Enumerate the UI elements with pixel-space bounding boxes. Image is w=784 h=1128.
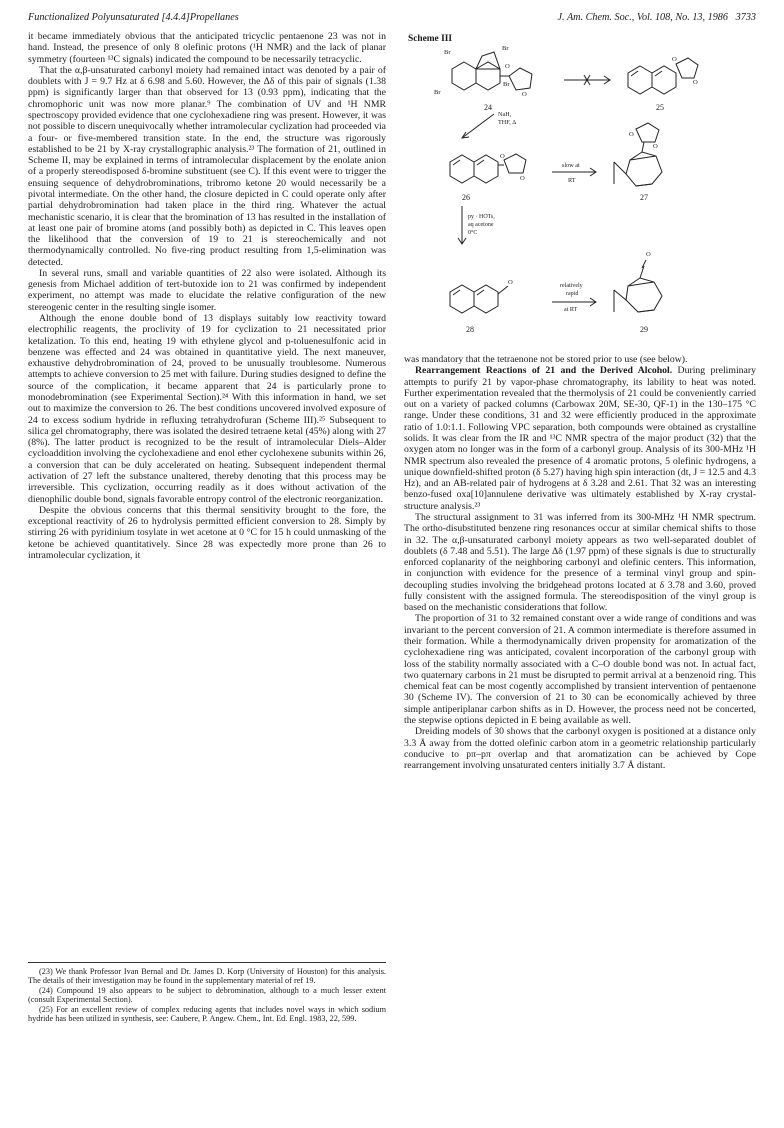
compound-number: 25	[656, 103, 664, 112]
compound-28-structure	[450, 285, 508, 313]
compound-number: 27	[640, 193, 648, 202]
paragraph: was mandatory that the tetraenone not be stored prior to use (see below).	[404, 354, 688, 365]
paragraph: In several runs, small and variable quantities of 22 also were isolated. Although its genesis from Michael addition of tert-butoxide ion to 21 was confirmed by independent experiment, no attempt was made to elucidate the relative configuration of the new stereogenic center in the resulting single isomer.	[28, 267, 386, 313]
left-column	[28, 31, 386, 561]
footnote: (23) We thank Professor Ivan Bernal and Dr. James D. Korp (University of Houston) for this analysis. The details of their investigation may be found in the supplementary material of ref 19.	[28, 967, 386, 986]
paragraph: it became immediately obvious that the anticipated tricyclic pentaenone 23 was not in hand. Instead, the presence of only 8 olefinic protons (¹H NMR) and the lack of planar symmetry (fourteen ¹³C signals) indicated the compound to be necessarily tetracyclic.	[28, 31, 386, 65]
atom-label: O	[522, 91, 527, 98]
atom-label: O	[672, 56, 677, 63]
compound-26-structure	[450, 154, 526, 183]
atom-label: Br	[503, 81, 510, 88]
paragraph: Dreiding models of 30 shows that the carbonyl oxygen is positioned at a distance only 3.3 Å away from the dotted olefinic carbon atom in a geometric relationship particularly conducive to pπ–pπ overlap and that aromatization can be achieved by Cope rearrangement involving unsaturated centers initially 3.7 Å distant.	[404, 726, 756, 772]
atom-label: Br	[444, 49, 451, 56]
atom-label: O	[629, 131, 634, 138]
footnote: (24) Compound 19 also appears to be subject to debromination, although to a much lesser extent (consult Experimental Section).	[28, 985, 386, 1005]
condition-text: THF, Δ	[498, 119, 517, 126]
condition-text: relatively	[560, 283, 583, 289]
paragraph: The proportion of 31 to 32 remained constant over a wide range of conditions and was invariant to the percent conversion of 21. A common intermediate is therefore assumed in their formation. While a thermodynamically driven propensity for aromatization of the cyclohexadiene ring was anticipated, covalent incorporation of the carbonyl group with loss of the stability normally associated with a C–O double bond was not. In actual fact, two quaternary carbons in 21 must be disrupted to permit arrival at a benzenoid ring. This chemical feat can be most cogently accomplished by transient intervention of pentaenone 30 (Scheme IV). The conversion of 21 to 30 can be economically achieved by three simple antiperiplanar carbon shifts as in D. However, the process need not be concerted, the stepwise options depicted in E being available as well.	[404, 613, 756, 726]
page-number: 3733	[735, 12, 756, 23]
condition-text: aq acetone	[468, 222, 494, 228]
compound-number: 24	[484, 103, 492, 112]
compound-number: 28	[466, 325, 474, 334]
paragraph: Despite the obvious concerns that this thermal sensitivity brought to the fore, the exceptional reactivity of 26 to hydrolysis permitted efficient conversion to 28. Simply by stirring 26 with pyridinium tosylate in wet acetone at 0 °C for 15 h could unmasking of the ketone be achieved quantitatively. Since 28 was expectedly more prone than 26 to intramolecular cyclization, it	[28, 504, 386, 561]
condition-text: rapid	[566, 291, 579, 297]
paragraph: Although the enone double bond of 13 displays suitably low reactivity toward electrophilic reagents, the proclivity of 19 for cyclization to 21 necessitated prior ketalization. To this end, heating 19 with ethylene glycol and p-toluenesulfonic acid in benzene was effected and 24 was obtained in quantitative yield. The next maneuver, exhaustive dehydrobromination of 24, proved to be unusually troublesome. Numerous attempts to achieve conversion to 25 met with failure. During studies designed to define the source of the complication, it became apparent that 24 is particularly prone to monodebromination (see Experimental Section).²⁴ With this information in hand, we set out to maximize the conversion to 26. The best conditions uncovered involved exposure of 24 to excess sodium hydride in refluxing tetrahydrofuran (Scheme III).²⁵ Subsequent to silica gel chromatography, there was isolated the desired tetraene ketal (45%) along with 27 (8%). The latter product is recognized to be the result of intramolecular Diels–Alder cycloaddition involving the cyclohexadiene and enol ether cyclohexene subunits within 26, a conversion that can be duly accelerated on heating. Subsequent independent thermal activation of 27 left the substance unaltered, thereby denoting that this process may be irreversible. This cyclization, occurring readily as it does without activation of the dienophilic double bond, signals favorable entropy control of the electronic reorganization.	[28, 313, 386, 505]
compound-number: 29	[640, 325, 648, 334]
footnote: (25) For an excellent review of complex reducing agents that includes novel ways in which sodium hydride has been utilized in synthesis, see: Caubere, P. Angew. Chem., Int. Ed. Engl. 1983, 22, 599.	[28, 1004, 386, 1024]
running-header	[28, 12, 756, 26]
compound-29-structure	[614, 260, 662, 312]
atom-label: Br	[434, 89, 441, 96]
footnotes	[28, 962, 386, 1023]
atom-label: O	[505, 63, 510, 70]
condition-text: NaH,	[498, 111, 512, 118]
atom-label: Br	[502, 45, 509, 52]
scheme-iii	[404, 34, 756, 384]
compound-25-structure	[628, 58, 698, 94]
condition-text: at RT	[564, 307, 578, 313]
paragraph: The structural assignment to 31 was inferred from its 300-MHz ¹H NMR spectrum. The ortho-disubstituted benzene ring resonances occur at similar chemical shifts to those in 32. The α,β-unsaturated carbonyl moiety appears as two well-separated doublet of doublets (δ 7.48 and 5.51). The large Δδ (1.97 ppm) of these signals is due to structurally enforced coplanarity of the neighboring carbonyl and olefinic centers. This information, in conjunction with evidence for the presence of a terminal vinyl group and spin-decoupling studies involving the bridgehead protons located at δ 3.78 and 3.60, proved fully consistent with the assigned formula. The stereodisposition of the vinyl group is based on the mechanistic considerations that follow.	[404, 511, 756, 614]
paragraph	[404, 365, 756, 512]
compound-24-structure	[452, 52, 532, 90]
atom-label: O	[500, 153, 505, 160]
journal-citation	[558, 12, 756, 23]
atom-label: O	[646, 251, 651, 258]
paragraph-text: During preliminary attempts to purify 21 by vapor-phase chromatography, its lability to heat was noted. Further experimentation revealed that the thermolysis of 21 could be conveniently carried out on a variety of packed columns (Carbowax 20M, SE-30, QF-1) in the 130–175 °C range. Under these conditions, 31 and 32 were efficiently produced in the approximate ratio of 1.0:1.1. Following VPC separation, both compounds were obtained as crystalline solids. It was clear from the IR and ¹³C NMR spectra of the major product (32) that the oxygen atom no longer was in the form of a carbonyl group. Analysis of its 300-MHz ¹H NMR spectrum also revealed the presence of 4 aromatic protons, 5 olefinic hydrogens, a unique downfield-shifted proton (δ 5.27) having high spin interaction (dt, J = 12.5 and 4.3 Hz), and an AB-related pair of hydrogens at δ 3.28 and 2.61. That 32 was an interesting benzo-fused oxa[10]annulene derivative was ultimately established by X-ray crystal-structure analysis.²³	[404, 365, 757, 512]
atom-label: O	[508, 279, 513, 286]
right-column	[404, 354, 756, 771]
condition-text: RT	[568, 177, 576, 184]
condition-text: py · HOTs,	[468, 214, 495, 220]
journal-info: J. Am. Chem. Soc., Vol. 108, No. 13, 1986	[557, 12, 728, 23]
footnote-rule	[28, 962, 386, 963]
atom-label: O	[520, 175, 525, 182]
running-title: Functionalized Polyunsaturated [4.4.4]Propellanes	[28, 12, 239, 23]
section-heading: Rearrangement Reactions of 21 and the Derived Alcohol.	[415, 365, 673, 377]
reaction-arrow-1	[462, 114, 494, 138]
compound-27-structure	[614, 123, 662, 186]
scheme-title: Scheme III	[408, 34, 453, 44]
condition-text: 0°C	[468, 230, 478, 236]
scheme-drawing	[404, 34, 756, 384]
compound-number: 26	[462, 193, 470, 202]
atom-label: O	[653, 143, 658, 150]
atom-label: O	[693, 79, 698, 86]
blocked-arrow	[564, 75, 610, 85]
condition-text: slow at	[562, 162, 580, 169]
paragraph: That the α,β-unsaturated carbonyl moiety had remained intact was denoted by a pair of doublets with J = 9.7 Hz at δ 6.98 and 5.60. However, the Δδ of this pair of signals (1.38 ppm) is significantly larger than that observed for 13 (0.93 ppm), indicating that the chromophoric unit was now more planar.⁹ The combination of UV and ¹H NMR spectroscopy provided evidence that one cyclohexadiene ring was present. However, it was not possible to discern unequivocally whether intramolecular cyclization had proceeded via a four- or five-membered transition state. In the end, the structure was rigorously established to be 21 by X-ray crystallographic analysis.²³ The formation of 21, outlined in Scheme II, may be explained in terms of intramolecular displacement by the enolate anion of a properly stereodisposed δ-bromine substituent (see C). If this event were to trigger the ensuing sequence of dehydrobrominations, tribromo ketone 20 would necessarily be a pivotal intermediate. On the other hand, the closure depicted in C could operate only after partial dehydrobromination had taken place in the third ring. Whatever the actual mechanistic scenario, it is clear that the bromination of 13 has resulted in the installation of at least one pair of bromine atoms (and possibly both) as depicted in C. This leaves open the likelihood that the conversion of 19 to 21 is stereochemically and not thermodynamically controlled. No five-ring product resulting from 1,5-elimination was detected.	[28, 64, 386, 268]
